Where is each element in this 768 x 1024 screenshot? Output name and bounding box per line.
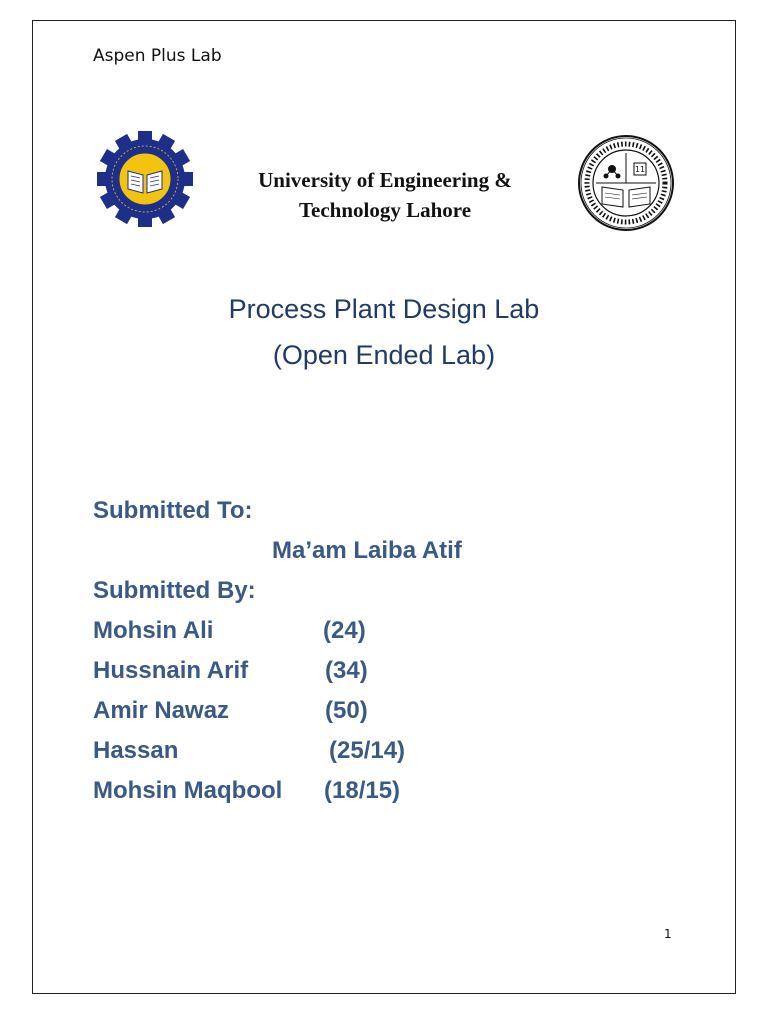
uet-gear-logo-icon (92, 131, 210, 227)
university-name (220, 165, 550, 225)
svg-text:11: 11 (634, 165, 646, 174)
member-id: (34) (325, 657, 368, 684)
page-number: 1 (664, 927, 672, 941)
lab-title: Process Plant Design Lab (228, 294, 540, 324)
member-name: Mohsin Maqbool (93, 777, 283, 804)
submitted-by-label: Submitted By: (93, 577, 256, 604)
member-name: Hassan (93, 737, 179, 764)
university-name-line-1: University of Engineering & (258, 168, 512, 192)
submitted-to-name: Ma’am Laiba Atif (272, 537, 462, 564)
submitted-to-label: Submitted To: (93, 497, 253, 524)
lab-subtitle: (Open Ended Lab) (272, 340, 496, 370)
university-name-line-2: Technology Lahore (298, 198, 472, 222)
header-text: Aspen Plus Lab (93, 46, 222, 66)
department-seal-icon (564, 134, 688, 232)
member-id: (50) (325, 697, 368, 724)
member-name: Hussnain Arif (93, 657, 249, 684)
member-name: Mohsin Ali (93, 617, 214, 644)
member-id: (25/14) (329, 737, 406, 764)
member-name: Amir Nawaz (93, 697, 230, 724)
member-id: (18/15) (324, 777, 401, 804)
member-id: (24) (323, 617, 366, 644)
